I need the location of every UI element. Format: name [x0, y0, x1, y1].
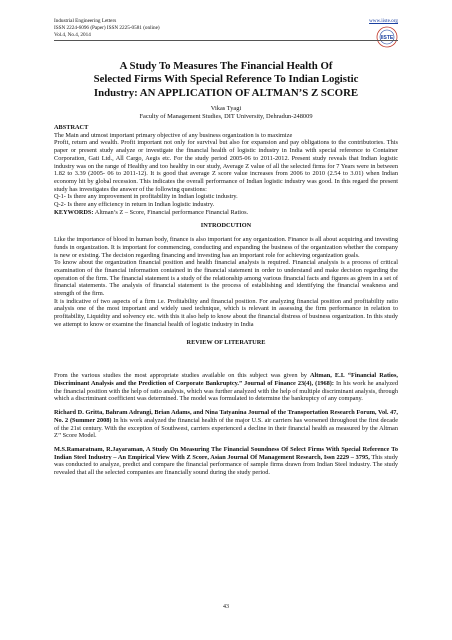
iiste-logo: [376, 26, 398, 48]
keywords: [54, 209, 398, 217]
abstract-paragraph-1: The Main and utmost important primary objective of any business organization is to maximize: [54, 131, 293, 139]
introduction-paragraph-3: It is indicative of two aspects of a firm i.e. Profitability and financial position. For analyzing financial position and profitability ratio analysis one of the most important and widely used technique, which is relevant in assessing the firm performance in relation to profitability, Liquidity and solvency etc. with this it also help to know about the financial distress of business organization. In this study we attempt to know or examine the financial health of logistic industry in India: [54, 297, 398, 328]
review-paragraph-2: [54, 409, 398, 440]
paper-title: [54, 60, 398, 100]
author-name: Vikas Tyagi: [210, 105, 242, 112]
author-affiliation: Faculty of Management Studies, DIT University, Dehradun-248009: [139, 113, 313, 121]
abstract-question-2: Q-2- Is there any efficiency in return in Indian logistic industry.: [54, 201, 215, 209]
journal-name: Industrial Engineering Letters: [54, 18, 117, 24]
review-3-text: This study was conducted to analyze, predict and compare the financial performance of sample firms drawn from Indian Steel industry. The study revealed that all the selected companies are financially sound during the study period.: [54, 453, 398, 477]
keywords-text: Altman’s Z – Score, Financial performance Financial Ratios.: [93, 208, 249, 216]
review-paragraph-3: [54, 446, 398, 477]
review-1-text: In his work he analyzed the financial position with the help of ratio analysis, which was further analyzed with the help of multiple discriminant analysis, through which a discriminant coefficient was determined. The model was formulated to determine the bankruptcy of any company.: [54, 379, 398, 403]
journal-url-link[interactable]: www.iiste.org: [369, 18, 398, 24]
title-line-3: Industry: AN APPLICATION OF ALTMAN’S Z SCORE: [93, 86, 359, 99]
header-rule: [54, 40, 398, 41]
abstract-heading: ABSTRACT: [54, 124, 89, 131]
author-block: [54, 105, 398, 122]
abstract-paragraph-2: Profit, return and wealth. Profit important not only for survival but also for expansion and pay obligations to the contributories. This paper or present study analyze or investigate the financial health of logistic industry in India with special reference to Container Corporation, Gati Ltd., All Cargo, Aegis etc. For the study period 2005-06 to 2011-2012. Present study reveals that Indian logistic industry was on the range of Healthy and too healthy in our study, Average Z value of all the selected firms for 7 Years were in between 1.82 to 3.39 (2005- 06 to 2011-12). It is good that average Z score value increases from 2006 to 2010 (2.54 to 3.01) when Indian economy hit by global recession. This indicates the overall performance of Indian logistic industry was good. In this regard the present study has investigates the answer of the following questions:: [54, 139, 398, 193]
title-line-1: A Study To Measures The Financial Health Of: [119, 60, 333, 72]
keywords-label: KEYWORDS:: [54, 208, 94, 216]
review-3-citation: M.S.Ramaratnam, R.Jayaraman, A Study On Measuring The Financial Soundness Of Select Firms With Special Reference To Indian Steel Industry – An Empirical View With Z Score, Asian Journal Of Management Research, Issn 2229 – 3795,: [54, 445, 398, 461]
paper-body: [54, 124, 398, 477]
journal-website: [369, 18, 398, 41]
review-1-intro: From the various studies the most appropriate studies available on this subject was given by: [54, 372, 310, 380]
introduction-heading: INTRODCUTION: [200, 222, 252, 230]
introduction-paragraph-1: Like the importance of blood in human body, finance is also important for any organization. Finance is all about acquiring and investing funds in organization. It is important for commencing, conducting and expanding the business of the organization whether the company is new or existing. The decision regarding financing and investing has an important role for achieving organization goals.: [54, 236, 398, 259]
review-2-text: In his work analyzed the financial health of the major U.S. air carriers has worsened throughout the first decade of the 21st century. With the exception of Southwest, carriers experienced a decline in their financial health as measured by the Altman Z’’ Score Model.: [54, 416, 398, 440]
review-paragraph-1: [54, 372, 398, 403]
introduction-paragraph-2: To know about the organization financial position and health financial analysis is required. Financial analysis is a process of critical examination of the financial information contained in the financial statement in order to understand and make decision regarding the operation of the firm. The financial statement is a study of the relationship among various financial facts and figures as given in a set of financial statements. The analysis of financial statement is the process of establishing and identifying the financial weakness and strength of the firm.: [54, 259, 398, 298]
journal-issn: ISSN 2224-6096 (Paper) ISSN 2225-0581 (online): [54, 25, 160, 31]
review-heading: REVIEW OF LITERATURE: [186, 338, 266, 346]
review-2-citation: Richard D. Gritta, Bahram Adrangi, Brian Adams, and Nina Tatyanina Journal of the Transportation Research Forum, Vol. 47, No. 2 (Summer 2008): [54, 409, 398, 424]
review-1-citation: Altman, E.I. “Financial Ratios, Discriminant Analysis and the Prediction of Corporate Bankruptcy.” Journal of Finance 23(4), (1968):: [54, 372, 398, 387]
journal-info: [54, 18, 160, 39]
title-line-2: Selected Firms With Special Reference To Indian Logistic: [93, 73, 359, 86]
abstract-question-1: Q-1- Is there any improvement in profitability in Indian logistic industry.: [54, 193, 238, 201]
journal-volume: Vol.4, No.4, 2014: [54, 32, 91, 38]
svg-text:IISTE: IISTE: [380, 35, 394, 41]
page-number: 43: [223, 604, 229, 610]
